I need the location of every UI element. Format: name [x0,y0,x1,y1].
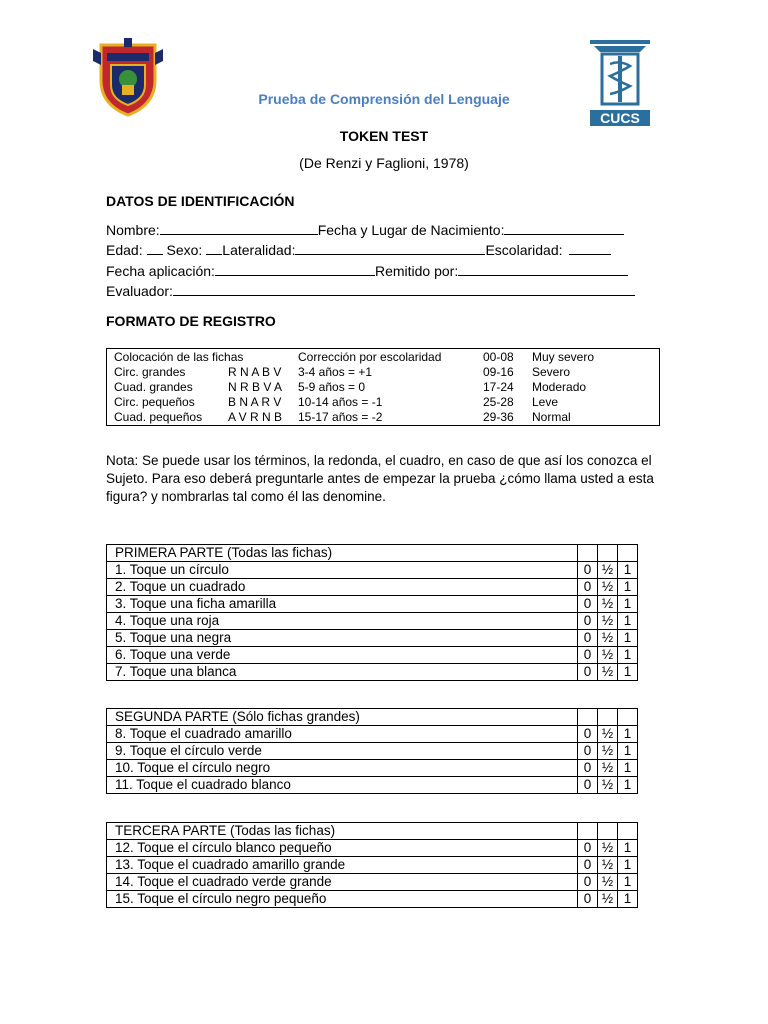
registro-cell: 17-24 [483,380,514,394]
identification-heading: DATOS DE IDENTIFICACIÓN [106,193,295,209]
table-row [107,647,638,664]
remitido-field[interactable] [458,261,628,276]
score-half-cell[interactable]: ½ [598,630,618,647]
identification-line-4 [106,281,635,299]
score-half-cell[interactable]: ½ [598,596,618,613]
score-half-cell[interactable]: ½ [598,664,618,681]
table-row [107,613,638,630]
score-half-cell[interactable]: ½ [598,857,618,874]
part-title: SEGUNDA PARTE (Sólo fichas grandes) [107,709,578,726]
registro-cell: 09-16 [483,365,514,379]
registro-cell: Cuad. pequeños [114,410,203,424]
score-1-cell[interactable]: 1 [618,857,638,874]
registro-cell: Colocación de las fichas [114,350,244,364]
table-row [107,579,638,596]
sexo-field[interactable] [206,240,222,255]
score-1-cell[interactable]: 1 [618,840,638,857]
nota-paragraph: Nota: Se puede usar los términos, la redonda, el cuadro, en caso de que así los conozca el Sujeto. Para eso deberá preguntarle antes de empezar la prueba ¿cómo llama usted a esta figura? y nombrarlas tal como él las denomine. [106,453,654,504]
registro-cell: Leve [532,395,559,409]
registro-cell: 29-36 [483,410,514,424]
lateralidad-field[interactable] [295,240,485,255]
table-row [107,891,638,908]
item-label: 14. Toque el cuadrado verde grande [107,874,578,891]
nombre-field[interactable] [160,220,318,235]
score-half-cell[interactable]: ½ [598,874,618,891]
score-1-cell[interactable]: 1 [618,630,638,647]
part-1-table [106,544,638,681]
registro-row [107,350,659,365]
fecha-lugar-label: Fecha y Lugar de Nacimiento: [317,222,505,238]
table-row [107,726,638,743]
part-title: PRIMERA PARTE (Todas las fichas) [107,545,578,562]
registro-cell: 5-9 años = 0 [298,380,366,394]
item-label: 2. Toque un cuadrado [107,579,578,596]
score-1-cell[interactable]: 1 [618,891,638,908]
identification-line-1 [106,220,624,238]
score-0-cell[interactable]: 0 [578,777,598,794]
score-1-cell[interactable]: 1 [618,777,638,794]
item-label: 12. Toque el círculo blanco pequeño [107,840,578,857]
registro-cell: A V R N B [228,410,283,424]
table-row [107,596,638,613]
registro-cell: R N A B V [228,365,282,379]
registro-cell: 3-4 años = +1 [298,365,373,379]
score-0-cell[interactable]: 0 [578,579,598,596]
table-row [107,777,638,794]
score-0-cell[interactable]: 0 [578,726,598,743]
score-1-cell[interactable]: 1 [618,562,638,579]
score-1-cell[interactable]: 1 [618,664,638,681]
registro-row [107,365,659,380]
edad-field[interactable] [147,240,163,255]
registro-cell: 15-17 años = -2 [298,410,383,424]
registro-cell: Corrección por escolaridad [298,350,442,364]
score-0-cell[interactable]: 0 [578,630,598,647]
score-1-cell[interactable]: 1 [618,613,638,630]
score-half-cell[interactable]: ½ [598,840,618,857]
score-0-cell[interactable]: 0 [578,562,598,579]
registro-cell: Muy severo [532,350,595,364]
registro-cell: Circ. pequeños [114,395,195,409]
table-row [107,857,638,874]
item-label: 10. Toque el círculo negro [107,760,578,777]
item-label: 4. Toque una roja [107,613,578,630]
score-1-cell[interactable]: 1 [618,743,638,760]
table-header-row [107,823,638,840]
score-0-cell[interactable]: 0 [578,857,598,874]
score-1-cell[interactable]: 1 [618,647,638,664]
registro-heading: FORMATO DE REGISTRO [106,313,276,329]
score-half-cell[interactable]: ½ [598,777,618,794]
evaluador-label: Evaluador: [106,283,173,299]
score-1-cell[interactable]: 1 [618,579,638,596]
item-label: 1. Toque un círculo [107,562,578,579]
score-1-cell[interactable]: 1 [618,760,638,777]
part-title: TERCERA PARTE (Todas las fichas) [107,823,578,840]
score-1-cell[interactable]: 1 [618,874,638,891]
table-row [107,743,638,760]
lateralidad-label: Lateralidad: [222,242,296,258]
fecha-aplicacion-label: Fecha aplicación: [106,263,215,279]
identification-line-2 [106,240,611,258]
score-0-cell[interactable]: 0 [578,664,598,681]
score-half-cell[interactable]: ½ [598,579,618,596]
score-0-cell[interactable]: 0 [578,891,598,908]
item-label: 5. Toque una negra [107,630,578,647]
registro-box [106,348,660,426]
registro-cell: N R B V A [228,380,283,394]
registro-cell: 00-08 [483,350,514,364]
item-label: 7. Toque una blanca [107,664,578,681]
part-2-table [106,708,638,794]
registro-cell: 25-28 [483,395,514,409]
score-1-cell[interactable]: 1 [618,596,638,613]
test-subtitle: (De Renzi y Faglioni, 1978) [299,155,469,171]
table-row [107,840,638,857]
item-label: 9. Toque el círculo verde [107,743,578,760]
table-row [107,760,638,777]
score-half-cell[interactable]: ½ [598,760,618,777]
score-0-cell[interactable]: 0 [578,743,598,760]
item-label: 6. Toque una verde [107,647,578,664]
item-label: 15. Toque el círculo negro pequeño [107,891,578,908]
table-row [107,664,638,681]
item-label: 11. Toque el cuadrado blanco [107,777,578,794]
nombre-label: Nombre: [106,222,160,238]
identification-line-3 [106,261,628,279]
part-3-table [106,822,638,908]
score-0-cell[interactable]: 0 [578,760,598,777]
fecha-lugar-field[interactable] [504,220,624,235]
item-label: 8. Toque el cuadrado amarillo [107,726,578,743]
score-0-cell[interactable]: 0 [578,596,598,613]
registro-cell: Normal [532,410,571,424]
table-row [107,562,638,579]
registro-cell: Circ. grandes [114,365,186,379]
registro-row [107,410,659,425]
table-header-row [107,709,638,726]
score-half-cell[interactable]: ½ [598,647,618,664]
registro-row [107,380,659,395]
score-half-cell[interactable]: ½ [598,743,618,760]
header-title: Prueba de Comprensión del Lenguaje [258,91,510,107]
escolaridad-label: Escolaridad: [485,242,563,258]
score-half-cell[interactable]: ½ [598,726,618,743]
registro-cell: 10-14 años = -1 [298,395,383,409]
registro-cell: Moderado [532,380,587,394]
item-label: 3. Toque una ficha amarilla [107,596,578,613]
registro-cell: B N A R V [228,395,282,409]
score-0-cell[interactable]: 0 [578,647,598,664]
item-label: 13. Toque el cuadrado amarillo grande [107,857,578,874]
cucs-logo [588,38,652,128]
registro-cell: Severo [532,365,571,379]
sexo-label: Sexo: [166,242,203,258]
cucs-logo-text: CUCS [600,110,640,126]
score-0-cell[interactable]: 0 [578,613,598,630]
escolaridad-field[interactable] [569,240,611,255]
table-row [107,630,638,647]
table-row [107,874,638,891]
score-half-cell[interactable]: ½ [598,562,618,579]
score-half-cell[interactable]: ½ [598,891,618,908]
score-0-cell[interactable]: 0 [578,840,598,857]
registro-row [107,395,659,410]
registro-cell: Cuad. grandes [114,380,193,394]
score-0-cell[interactable]: 0 [578,874,598,891]
edad-label: Edad: [106,242,143,258]
score-half-cell[interactable]: ½ [598,613,618,630]
table-header-row [107,545,638,562]
fecha-aplicacion-field[interactable] [215,261,375,276]
remitido-label: Remitido por: [374,263,459,279]
test-title: TOKEN TEST [339,128,429,144]
score-1-cell[interactable]: 1 [618,726,638,743]
evaluador-field[interactable] [173,281,635,296]
